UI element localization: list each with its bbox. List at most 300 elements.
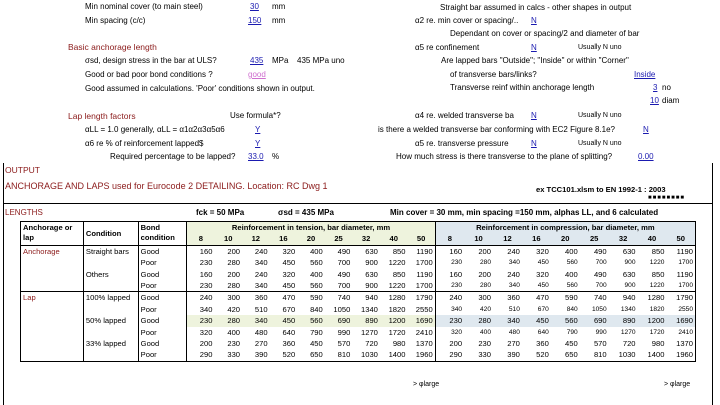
tension-length-cell: 400 <box>297 245 325 257</box>
alpha5b-label: α5 re. transverse pressure <box>415 139 509 148</box>
row-condition-label <box>83 257 138 268</box>
tension-length-cell: 1400 <box>380 349 408 361</box>
compression-length-cell: 630 <box>609 245 638 257</box>
alpha4-label: α4 re. welded transverse ba <box>415 111 514 120</box>
tension-length-cell: 1200 <box>380 315 408 326</box>
compression-length-cell: 720 <box>622 339 636 349</box>
alpha2-label: α2 re. min cover or spacing/.. <box>415 16 519 25</box>
tension-length-cell: 670 <box>282 304 296 314</box>
table-row <box>21 292 696 304</box>
row-group-label <box>21 269 84 280</box>
compression-length-cell: 1820 <box>649 305 665 313</box>
row-group-label <box>21 338 84 349</box>
sigma-note: 435 MPa uno <box>297 56 345 65</box>
tension-length-cell: 340 <box>199 304 213 314</box>
tension-length-cell: 320 <box>199 327 213 337</box>
diam-unit: diam <box>662 96 680 105</box>
compression-length-cell: 900 <box>624 259 636 267</box>
ref-dots: ■■■■■■■■ <box>648 195 685 201</box>
alpha-ll-label: αLL = 1.0 generally, αLL = α1α2α3α5α6 <box>85 125 225 134</box>
compression-length-cell: 400 <box>551 245 580 257</box>
of-transverse-input[interactable]: Inside <box>634 70 656 79</box>
use-formula-label: Use formula*? <box>230 111 281 120</box>
alpha2-input[interactable]: N <box>531 16 537 25</box>
compression-header: Reinforcement in compression, bar diameter, mm <box>435 222 695 234</box>
tension-length-cell: 560 <box>310 281 323 291</box>
table-header-row-1 <box>21 222 696 234</box>
compression-length-cell: 340 <box>493 315 522 326</box>
min-cover-unit: mm <box>272 2 286 11</box>
tension-length-cell: 630 <box>352 245 380 257</box>
compression-length-cell: 2410 <box>666 327 695 338</box>
compression-length-cell: 320 <box>536 269 549 279</box>
row-condition-label <box>83 327 138 338</box>
compression-length-cell: 450 <box>522 315 551 326</box>
tension-length-cell: 900 <box>365 258 378 268</box>
compression-length-cell: 290 <box>435 349 464 361</box>
row-bond-label: Good <box>138 269 187 280</box>
output-reference: ex TCC101.xlsm to EN 1992-1 : 2003 <box>536 185 666 194</box>
row-bond-label: Poor <box>138 349 187 361</box>
table-row <box>21 304 696 315</box>
compression-length-cell: 450 <box>565 339 578 349</box>
row-condition-label <box>83 280 138 292</box>
compression-diameter-header: 50 <box>666 233 695 245</box>
tension-length-cell: 290 <box>187 349 215 361</box>
tension-length-cell: 650 <box>297 349 325 361</box>
tension-length-cell: 890 <box>352 315 380 326</box>
tension-length-cell: 1280 <box>380 292 408 304</box>
row-condition-label: 50% lapped <box>83 315 138 326</box>
basic-anchorage-heading: Basic anchorage length <box>68 42 157 52</box>
compression-length-cell: 890 <box>609 315 638 326</box>
tension-length-cell: 2410 <box>415 327 433 337</box>
tension-length-cell: 450 <box>310 339 323 349</box>
compression-length-cell: 240 <box>493 245 522 257</box>
fck-label: fck = 50 MPa <box>196 208 245 217</box>
tension-length-cell: 280 <box>227 258 241 268</box>
compression-diameter-header: 16 <box>522 233 551 245</box>
tension-length-cell: 700 <box>337 258 351 268</box>
req-pct-unit: % <box>272 152 280 161</box>
tension-length-cell: 990 <box>337 327 351 337</box>
diam-input[interactable]: 10 <box>650 96 659 105</box>
tension-length-cell: 900 <box>365 281 378 291</box>
frame-divider <box>3 203 713 204</box>
tension-length-cell: 200 <box>214 245 242 257</box>
tension-length-cell: 470 <box>270 292 298 304</box>
compression-length-cell: 700 <box>595 259 607 267</box>
alpha5b-input[interactable]: N <box>531 139 537 148</box>
compression-length-cell: 230 <box>478 339 491 349</box>
summary-label: Min cover = 30 mm, min spacing =150 mm, alphas LL, and 6 calculated <box>390 208 659 217</box>
compression-length-cell: 650 <box>551 349 580 361</box>
compression-length-cell: 490 <box>593 269 607 279</box>
compression-length-cell: 400 <box>479 328 491 336</box>
lengths-table <box>20 221 696 362</box>
tension-length-cell: 640 <box>282 327 296 337</box>
footnote-tension: > φlarge <box>413 381 440 388</box>
usually-n-note-1: Usually N uno <box>578 44 622 51</box>
row-condition-label: 100% lapped <box>83 292 138 304</box>
row-bond-label: Good <box>138 245 187 257</box>
compression-length-cell: 520 <box>522 349 551 361</box>
row-condition-label <box>83 304 138 315</box>
compression-length-cell: 280 <box>464 315 493 326</box>
table-row <box>21 280 696 292</box>
tension-length-cell: 560 <box>310 258 323 268</box>
compression-length-cell: 1270 <box>620 328 636 336</box>
alpha-ll-input[interactable]: Y <box>255 125 261 134</box>
tension-length-cell: 1720 <box>388 327 406 337</box>
min-cover-label: Min nominal cover (to main steel) <box>85 2 203 11</box>
compression-length-cell: 690 <box>580 315 609 326</box>
tension-length-cell: 1700 <box>415 258 433 268</box>
compression-length-cell: 630 <box>622 269 636 279</box>
tension-length-cell: 810 <box>325 349 353 361</box>
straight-note: Straight bar assumed in calcs - other shapes in output <box>440 3 632 12</box>
compression-length-cell: 670 <box>537 305 549 313</box>
compression-length-cell: 420 <box>479 305 491 313</box>
alpha6-input[interactable]: Y <box>255 139 261 148</box>
tension-length-cell: 450 <box>282 281 296 291</box>
tension-length-cell: 230 <box>187 315 215 326</box>
row-condition-label <box>83 349 138 361</box>
tension-length-cell: 980 <box>392 339 406 349</box>
lengths-heading: LENGTHS <box>5 208 43 217</box>
compression-length-cell: 590 <box>551 292 580 304</box>
compression-length-cell: 1790 <box>666 292 695 304</box>
tension-length-cell: 510 <box>254 304 268 314</box>
footnote-compression: > φlarge <box>664 381 691 388</box>
compression-length-cell: 1280 <box>638 292 667 304</box>
compression-length-cell: 160 <box>435 269 464 280</box>
tension-length-cell: 1690 <box>407 315 435 326</box>
tension-length-cell: 790 <box>310 327 323 337</box>
compression-length-cell: 230 <box>435 315 464 326</box>
alpha5-input[interactable]: N <box>531 43 537 52</box>
usually-n-note-2: Usually N uno <box>578 112 622 119</box>
tension-length-cell: 340 <box>242 315 270 326</box>
tension-length-cell: 2550 <box>415 304 433 314</box>
tension-length-cell: 1790 <box>407 292 435 304</box>
row-group-label <box>21 315 84 326</box>
tension-length-cell: 1340 <box>361 304 378 314</box>
compression-length-cell: 280 <box>479 259 491 267</box>
tension-length-cell: 240 <box>254 269 268 279</box>
tension-diameter-header: 8 <box>187 233 215 245</box>
of-transverse-label: of transverse bars/links? <box>450 70 537 79</box>
tension-length-cell: 850 <box>392 269 406 279</box>
sigma-input[interactable]: 435 <box>250 56 264 65</box>
compression-length-cell: 1220 <box>649 259 665 267</box>
compression-diameter-header: 40 <box>638 233 667 245</box>
compression-length-cell: 230 <box>435 257 464 268</box>
bond-label: Good or bad poor bond conditions ? <box>85 70 213 79</box>
table-row <box>21 257 696 268</box>
compression-length-cell: 560 <box>551 315 580 326</box>
tension-length-cell: 1190 <box>416 269 433 279</box>
table-row <box>21 245 696 257</box>
tension-length-cell: 300 <box>214 292 242 304</box>
row-bond-label: Good <box>138 338 187 349</box>
compression-length-cell: 1700 <box>666 280 695 292</box>
compression-length-cell: 1030 <box>609 349 638 361</box>
compression-length-cell: 450 <box>537 259 549 267</box>
row-bond-label: Poor <box>138 280 187 292</box>
col-anchorage-or-lap: Anchorage or lap <box>21 222 84 246</box>
compression-length-cell: 240 <box>435 292 464 304</box>
sigma-sd-label: σsd = 435 MPa <box>278 208 334 217</box>
compression-length-cell: 1700 <box>666 257 695 268</box>
row-condition-label: Others <box>83 269 138 280</box>
row-bond-label: Poor <box>138 327 187 338</box>
compression-length-cell: 340 <box>435 304 464 315</box>
tension-length-cell: 240 <box>242 245 270 257</box>
compression-length-cell: 360 <box>536 339 549 349</box>
col-condition: Condition <box>83 222 138 246</box>
min-cover-input[interactable]: 30 <box>250 2 259 11</box>
compression-length-cell: 470 <box>522 292 551 304</box>
row-bond-label: Poor <box>138 257 187 268</box>
tension-length-cell: 160 <box>187 245 215 257</box>
tension-length-cell: 940 <box>352 292 380 304</box>
compression-diameter-header: 20 <box>551 233 580 245</box>
compression-length-cell: 990 <box>595 328 607 336</box>
tension-length-cell: 490 <box>325 245 353 257</box>
frame-left <box>3 163 4 405</box>
tension-length-cell: 1960 <box>407 349 435 361</box>
row-bond-label: Poor <box>138 304 187 315</box>
row-group-label: Anchorage <box>21 245 84 257</box>
compression-diameter-header: 8 <box>435 233 464 245</box>
tension-length-cell: 850 <box>380 245 408 257</box>
tension-length-cell: 700 <box>337 281 351 291</box>
compression-length-cell: 940 <box>609 292 638 304</box>
req-pct-label: Required percentage to be lapped? <box>110 152 236 161</box>
row-bond-label: Good <box>138 292 187 304</box>
compression-length-cell: 570 <box>593 339 607 349</box>
compression-length-cell: 270 <box>507 339 520 349</box>
compression-length-cell: 160 <box>435 245 464 257</box>
tension-length-cell: 840 <box>310 304 323 314</box>
tension-diameter-header: 40 <box>380 233 408 245</box>
compression-length-cell: 740 <box>580 292 609 304</box>
compression-length-cell: 980 <box>651 339 665 349</box>
compression-length-cell: 300 <box>464 292 493 304</box>
tension-length-cell: 1220 <box>388 281 406 291</box>
sigma-label: σsd, design stress in the bar at ULS? <box>85 56 217 65</box>
compression-length-cell: 560 <box>566 259 578 267</box>
tension-diameter-header: 10 <box>214 233 242 245</box>
compression-length-cell: 1400 <box>638 349 667 361</box>
tension-length-cell: 240 <box>187 292 215 304</box>
compression-length-cell: 330 <box>464 349 493 361</box>
compression-length-cell: 2550 <box>666 304 695 315</box>
stress-question: How much stress is there transverse to the plane of splitting? <box>396 152 613 161</box>
table-row <box>21 338 696 349</box>
compression-length-cell: 230 <box>435 280 464 292</box>
compression-diameter-header: 10 <box>464 233 493 245</box>
tension-length-cell: 1370 <box>415 339 433 349</box>
compression-length-cell: 200 <box>464 245 493 257</box>
welded-question: is there a welded transverse bar conforming with EC2 Figure 8.1e? <box>378 125 616 134</box>
output-title: ANCHORAGE AND LAPS used for Eurocode 2 DETAILING. Location: RC Dwg 1 <box>5 181 328 191</box>
welded-input[interactable]: N <box>643 125 649 134</box>
compression-length-cell: 1340 <box>620 305 636 313</box>
tension-length-cell: 740 <box>325 292 353 304</box>
tension-length-cell: 280 <box>214 315 242 326</box>
compression-length-cell: 1200 <box>638 315 667 326</box>
row-group-label <box>21 327 84 338</box>
table-row <box>21 315 696 326</box>
tension-length-cell: 1220 <box>388 258 406 268</box>
tension-length-cell: 330 <box>214 349 242 361</box>
compression-length-cell: 390 <box>493 349 522 361</box>
output-heading: OUTPUT <box>5 165 40 175</box>
compression-length-cell: 360 <box>493 292 522 304</box>
compression-diameter-header: 25 <box>580 233 609 245</box>
tension-length-cell: 560 <box>297 315 325 326</box>
tension-length-cell: 1820 <box>388 304 406 314</box>
compression-length-cell: 450 <box>537 282 549 290</box>
tension-diameter-header: 16 <box>270 233 298 245</box>
compression-length-cell: 200 <box>435 338 464 349</box>
row-group-label: Lap <box>21 292 84 304</box>
compression-diameter-header: 12 <box>493 233 522 245</box>
row-group-label <box>21 349 84 361</box>
tension-length-cell: 280 <box>227 281 241 291</box>
tension-length-cell: 690 <box>325 315 353 326</box>
tension-length-cell: 570 <box>337 339 351 349</box>
compression-length-cell: 340 <box>508 282 520 290</box>
row-group-label <box>21 257 84 268</box>
tension-length-cell: 390 <box>242 349 270 361</box>
compression-length-cell: 340 <box>508 259 520 267</box>
usually-n-note-3: Usually N uno <box>578 140 622 147</box>
trans-reinf-unit: no <box>662 83 671 92</box>
tension-length-cell: 200 <box>199 339 213 349</box>
compression-length-cell: 400 <box>565 269 578 279</box>
alpha6-label: α6 re % of reinforcement lapped$ <box>85 139 204 148</box>
tension-diameter-header: 50 <box>407 233 435 245</box>
tension-length-cell: 340 <box>254 281 268 291</box>
stress-input[interactable]: 0.00 <box>638 152 654 161</box>
tension-length-cell: 450 <box>270 315 298 326</box>
compression-length-cell: 490 <box>580 245 609 257</box>
col-bond-condition: Bond condition <box>138 222 187 246</box>
compression-length-cell: 1370 <box>666 338 695 349</box>
row-condition-label: Straight bars <box>83 245 138 257</box>
tension-header: Reinforcement in tension, bar diameter, mm <box>187 222 435 234</box>
tension-length-cell: 1050 <box>333 304 351 314</box>
lapped-question: Are lapped bars "Outside"; "Inside" or within "Corner" <box>441 56 629 65</box>
compression-length-cell: 320 <box>522 245 551 257</box>
bond-note: Good assumed in calculations. 'Poor' conditions shown in output. <box>85 84 315 93</box>
compression-length-cell: 810 <box>580 349 609 361</box>
compression-length-cell: 1190 <box>666 269 695 280</box>
compression-length-cell: 240 <box>507 269 520 279</box>
tension-length-cell: 230 <box>199 281 213 291</box>
tension-length-cell: 1190 <box>407 245 435 257</box>
compression-length-cell: 280 <box>479 282 491 290</box>
compression-length-cell: 1960 <box>666 349 695 361</box>
compression-length-cell: 1690 <box>666 315 695 326</box>
alpha4-input[interactable]: N <box>531 111 537 120</box>
trans-reinf-input[interactable]: 3 <box>653 83 658 92</box>
tension-length-cell: 360 <box>282 339 296 349</box>
tension-length-cell: 320 <box>270 245 298 257</box>
tension-length-cell: 160 <box>199 269 213 279</box>
tension-length-cell: 520 <box>270 349 298 361</box>
min-spacing-input[interactable]: 150 <box>248 16 262 25</box>
compression-length-cell: 700 <box>595 282 607 290</box>
req-pct-input[interactable]: 33.0 <box>248 152 264 161</box>
compression-length-cell: 200 <box>478 269 491 279</box>
compression-length-cell: 840 <box>566 305 578 313</box>
tension-length-cell: 1030 <box>352 349 380 361</box>
min-spacing-label: Min spacing (c/c) <box>85 16 146 25</box>
compression-length-cell: 510 <box>508 305 520 313</box>
tension-length-cell: 590 <box>297 292 325 304</box>
table-row <box>21 269 696 280</box>
row-bond-label: Good <box>138 315 187 326</box>
tension-length-cell: 230 <box>227 339 241 349</box>
compression-diameter-header: 32 <box>609 233 638 245</box>
bond-input[interactable]: good <box>248 70 266 79</box>
compression-length-cell: 790 <box>566 328 578 336</box>
tension-length-cell: 360 <box>242 292 270 304</box>
dependant-note: Dependant on cover or spacing/2 and diameter of bar <box>450 29 640 38</box>
alpha5-label: α5 re confinement <box>415 43 480 52</box>
tension-diameter-header: 12 <box>242 233 270 245</box>
trans-reinf-label: Transverse reinf within anchorage length <box>450 83 595 92</box>
tension-length-cell: 490 <box>337 269 351 279</box>
compression-length-cell: 1190 <box>666 245 695 257</box>
tension-length-cell: 1700 <box>415 281 433 291</box>
tension-length-cell: 400 <box>310 269 323 279</box>
tension-length-cell: 450 <box>282 258 296 268</box>
tension-length-cell: 420 <box>227 304 241 314</box>
sigma-unit: MPa <box>272 56 289 65</box>
row-group-label <box>21 280 84 292</box>
tension-length-cell: 270 <box>254 339 268 349</box>
compression-length-cell: 640 <box>537 328 549 336</box>
tension-length-cell: 480 <box>254 327 268 337</box>
tension-length-cell: 320 <box>282 269 296 279</box>
tension-length-cell: 340 <box>254 258 268 268</box>
tension-diameter-header: 32 <box>352 233 380 245</box>
compression-length-cell: 320 <box>435 327 464 338</box>
compression-length-cell: 900 <box>624 282 636 290</box>
compression-length-cell: 480 <box>508 328 520 336</box>
tension-length-cell: 630 <box>365 269 378 279</box>
table-row <box>21 349 696 361</box>
min-spacing-unit: mm <box>272 16 286 25</box>
compression-length-cell: 1220 <box>649 282 665 290</box>
compression-length-cell: 850 <box>651 269 665 279</box>
lap-heading: Lap length factors <box>68 111 136 121</box>
row-group-label <box>21 304 84 315</box>
tension-length-cell: 200 <box>227 269 241 279</box>
tension-length-cell: 230 <box>199 258 213 268</box>
frame-right <box>712 163 713 405</box>
row-condition-label: 33% lapped <box>83 338 138 349</box>
table-row <box>21 327 696 338</box>
tension-length-cell: 1270 <box>361 327 378 337</box>
tension-diameter-header: 20 <box>297 233 325 245</box>
compression-length-cell: 850 <box>638 245 667 257</box>
